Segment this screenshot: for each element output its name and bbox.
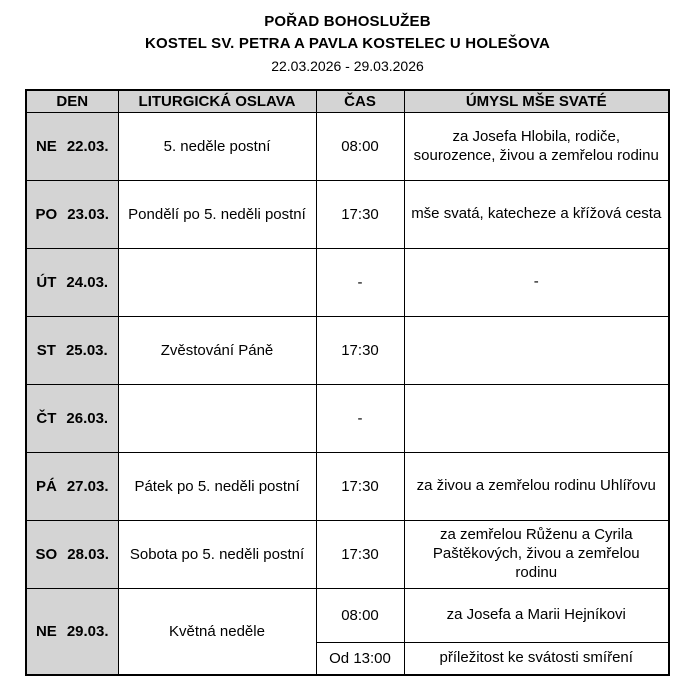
celebration-cell: Květná neděle	[118, 589, 316, 675]
page-header	[0, 13, 695, 74]
day-date: 29.03.	[66, 622, 109, 640]
intention-cell	[404, 385, 669, 453]
intention-cell: za živou a zemřelou rodinu Uhlířovu	[404, 453, 669, 521]
date-range: 22.03.2026 - 29.03.2026	[271, 58, 424, 74]
mass-schedule-table	[25, 89, 670, 676]
table-row	[26, 453, 669, 521]
table-row	[26, 113, 669, 181]
celebration-cell	[118, 249, 316, 317]
day-abbr: PO	[35, 206, 58, 223]
day-cell	[26, 453, 118, 521]
day-abbr: PÁ	[35, 478, 57, 495]
celebration-cell: 5. neděle postní	[118, 113, 316, 181]
day-cell	[26, 385, 118, 453]
intention-cell	[404, 317, 669, 385]
day-cell	[26, 317, 118, 385]
day-date: 25.03.	[65, 342, 108, 359]
day-date: 23.03.	[67, 206, 109, 223]
time-cell: 08:00	[316, 589, 404, 643]
intention-cell: příležitost ke svátosti smíření	[404, 643, 669, 675]
page-title: POŘAD BOHOSLUŽEB	[264, 13, 431, 30]
day-cell	[26, 181, 118, 249]
table-row	[26, 181, 669, 249]
day-date: 26.03.	[66, 410, 109, 427]
day-cell	[26, 249, 118, 317]
day-abbr: ČT	[36, 410, 57, 427]
table-row	[26, 317, 669, 385]
time-cell: 08:00	[316, 113, 404, 181]
time-cell: 17:30	[316, 453, 404, 521]
table-row	[26, 249, 669, 317]
day-abbr: NE	[35, 138, 57, 155]
celebration-cell	[118, 385, 316, 453]
intention-cell: za Josefa a Marii Hejníkovi	[404, 589, 669, 643]
table-row	[26, 385, 669, 453]
day-abbr: ÚT	[36, 274, 57, 291]
day-date: 24.03.	[66, 274, 109, 291]
day-date: 27.03.	[66, 478, 109, 495]
schedule-body	[26, 113, 669, 675]
celebration-cell: Sobota po 5. neděli postní	[118, 521, 316, 589]
day-cell	[26, 521, 118, 589]
table-header-row	[26, 90, 669, 113]
day-cell	[26, 589, 118, 675]
time-cell: -	[316, 249, 404, 317]
column-header-intention: ÚMYSL MŠE SVATÉ	[404, 90, 669, 113]
column-header-day: DEN	[26, 90, 118, 113]
time-cell: 17:30	[316, 181, 404, 249]
intention-cell: za Josefa Hlobila, rodiče, sourozence, živou a zemřelou rodinu	[404, 113, 669, 181]
intention-cell: mše svatá, katecheze a křížová cesta	[404, 181, 669, 249]
time-cell: Od 13:00	[316, 643, 404, 675]
day-abbr: ST	[36, 342, 56, 359]
column-header-celebration: LITURGICKÁ OSLAVA	[118, 90, 316, 113]
intention-cell: za zemřelou Růženu a Cyrila Paštěkových, živou a zemřelou rodinu	[404, 521, 669, 589]
time-cell: -	[316, 385, 404, 453]
time-cell: 17:30	[316, 521, 404, 589]
celebration-cell: Pátek po 5. neděli postní	[118, 453, 316, 521]
column-header-time: ČAS	[316, 90, 404, 113]
intention-cell: -	[404, 249, 669, 317]
day-date: 28.03.	[67, 546, 109, 563]
celebration-cell: Pondělí po 5. neděli postní	[118, 181, 316, 249]
celebration-cell: Zvěstování Páně	[118, 317, 316, 385]
day-cell	[26, 113, 118, 181]
table-row	[26, 521, 669, 589]
day-date: 22.03.	[66, 138, 109, 155]
church-name: KOSTEL SV. PETRA A PAVLA KOSTELEC U HOLEŠOVA	[145, 35, 550, 52]
day-abbr: SO	[35, 546, 58, 563]
table-row	[26, 589, 669, 643]
day-abbr: NE	[35, 622, 57, 640]
time-cell: 17:30	[316, 317, 404, 385]
